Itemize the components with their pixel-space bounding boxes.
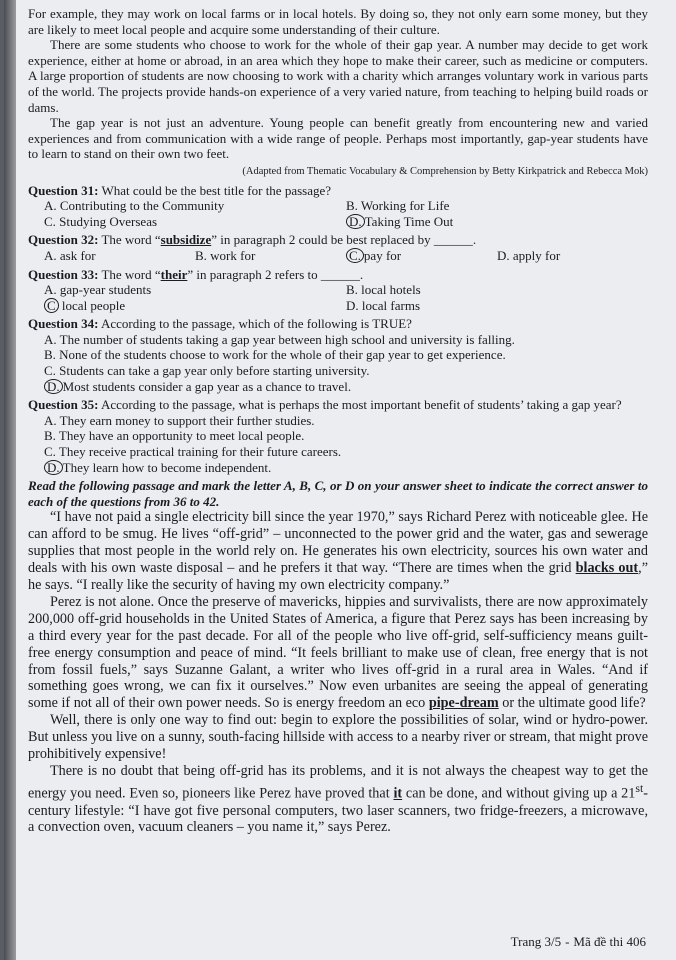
answer-circle: D. — [346, 214, 365, 229]
question-31 — [28, 183, 648, 230]
page-footer — [507, 934, 646, 950]
passage-text: or the ultimate good life? — [498, 695, 646, 712]
question-33 — [28, 267, 648, 314]
q33-option-b[interactable]: B. local hotels — [346, 282, 421, 298]
answer-circle: C — [44, 298, 59, 313]
question-31-label: Question 31: — [28, 182, 99, 198]
passage-text: ,” he says. “I really like the security of having my own electricity company.” — [28, 560, 649, 594]
q35-option-d-text: They learn how to become independent. — [62, 459, 272, 475]
question-33-pre: The word “ — [101, 266, 161, 282]
passage-text: can be done, and without giving up a 21 — [402, 785, 636, 802]
exam-code: Mã đề thi 406 — [573, 934, 646, 949]
q34-option-b[interactable]: B. None of the students choose to work for the whole of their gap year to get experience. — [44, 347, 506, 363]
q35-option-c[interactable]: C. They receive practical training for their future careers. — [44, 444, 342, 460]
question-35-label: Question 35: — [28, 397, 99, 413]
passage-text: Perez is not alone. Once the preserve of mavericks, hippies and survivalists, there are now approximately 200,000 off-grid households in the United States of America, a figure that Perez says has been increasing by a third every year for the past decade. For all of the people who live off-grid, self-sufficiency means guilt-free energy consumption and peace of mind. “It feels brilliant to make use of clean, free energy that is not from fossil fuels,” says Suzanne Galant, a writer who lives off-grid in a rural area in Wales. “And if something goes wrong, we can fix it ourselves.” Now even urbanites are seeing the appeal of generating some if not all of their own power needs. So is energy freedom an eco — [28, 593, 648, 712]
answer-circle: C. — [346, 248, 364, 263]
q33-option-c-text: local people — [61, 297, 126, 313]
intro-paragraph-2: There are some students who choose to work for the whole of their gap year. A number may decide to get work experience, either at home or abroad, in an area which they hope to make their career, such as medicine or computers. A large proportion of students are now choosing to work with a charity which arranges voluntary work in various parts of the world. The projects provide hands-on experience of a very varied nature, from teaching to helping build roads or dams. — [28, 37, 648, 115]
q32-option-a[interactable]: A. ask for — [44, 247, 96, 263]
answer-circle: D. — [44, 379, 63, 394]
passage-paragraph-3: Well, there is only one way to find out: begin to explore the possibilities of solar, wind or hydro-power. But unless you live on a sunny, south-facing hillside with access to a nearby river or stream, that might prove prohibitively expensive! — [28, 712, 648, 763]
passage-highlight-blacks-out: blacks out — [575, 560, 639, 577]
q35-option-b[interactable]: B. They have an opportunity to meet local people. — [44, 428, 305, 444]
q33-option-c[interactable] — [44, 298, 346, 314]
q31-option-b[interactable]: B. Working for Life — [346, 198, 450, 214]
question-32-post: ” in paragraph 2 could be best replaced by ______. — [211, 232, 477, 248]
q31-option-d-text: Taking Time Out — [364, 213, 454, 229]
footer-separator: - — [565, 934, 570, 949]
passage-paragraph-4 — [28, 763, 648, 836]
intro-paragraph-1: For example, they may work on local farms or in local hotels. By doing so, they not only earn some money, but they are likely to meet local people and acquire some understanding of their culture. — [28, 6, 648, 37]
passage-text: -century lifestyle: “I have got five personal computers, two laser scanners, two fridge-freezers, a microwave, a convection oven, vacuum cleaners – you name it,” says Perez. — [28, 785, 648, 836]
q33-option-a[interactable]: A. gap-year students — [44, 282, 152, 298]
section-instruction: Read the following passage and mark the letter A, B, C, or D on your answer sheet to indicate the correct answer to each of the questions from 36 to 42. — [28, 478, 648, 509]
page-number: Trang 3/5 — [510, 934, 562, 949]
question-34 — [28, 316, 648, 394]
superscript: st — [635, 780, 644, 795]
question-35 — [28, 397, 648, 475]
answer-circle: D. — [44, 460, 63, 475]
q34-option-d[interactable] — [28, 379, 648, 395]
question-34-text: According to the passage, which of the following is TRUE? — [100, 316, 412, 332]
q34-option-d-text: Most students consider a gap year as a chance to travel. — [62, 378, 352, 394]
q34-option-c[interactable]: C. Students can take a gap year only before starting university. — [44, 363, 370, 379]
q31-option-c[interactable]: C. Studying Overseas — [44, 213, 158, 229]
question-32-pre: The word “ — [101, 232, 161, 248]
q35-option-d[interactable] — [28, 460, 648, 476]
question-33-word: their — [160, 266, 188, 282]
passage-text: There is no doubt that being off-grid has its problems, and it is not always the cheapest way to get the energy you need. Even so, pioneers like Perez have proved that — [28, 763, 648, 802]
passage-highlight-pipe-dream: pipe-dream — [428, 695, 499, 712]
passage-highlight-it: it — [393, 785, 403, 802]
page-edge-shadow — [4, 0, 16, 960]
q33-option-d[interactable]: D. local farms — [346, 297, 421, 313]
q32-option-d[interactable]: D. apply for — [497, 247, 561, 263]
q31-option-a[interactable]: A. Contributing to the Community — [44, 198, 225, 214]
q32-option-b[interactable]: B. work for — [195, 247, 256, 263]
question-32-label: Question 32: — [28, 232, 99, 248]
question-32 — [28, 232, 648, 263]
question-31-text: What could be the best title for the passage? — [101, 182, 332, 198]
passage-paragraph-2 — [28, 594, 648, 712]
page-content — [28, 6, 648, 836]
q35-option-a[interactable]: A. They earn money to support their further studies. — [44, 412, 315, 428]
q32-option-c[interactable] — [346, 248, 497, 264]
source-note: (Adapted from Thematic Vocabulary & Comprehension by Betty Kirkpatrick and Rebecca Mok) — [242, 165, 648, 177]
passage-paragraph-1 — [28, 509, 648, 594]
q32-option-c-text: pay for — [363, 247, 402, 263]
question-33-post: ” in paragraph 2 refers to ______. — [187, 266, 364, 282]
question-34-label: Question 34: — [28, 316, 99, 332]
exam-page — [4, 0, 676, 960]
question-32-word: subsidize — [160, 232, 212, 248]
q34-option-a[interactable]: A. The number of students taking a gap year between high school and university is falling. — [44, 331, 515, 347]
intro-paragraph-3: The gap year is not just an adventure. Young people can benefit greatly from encountering new and varied experiences and from communication with a wide range of people. Perhaps most importantly, gap-year students have to learn to stand on their own two feet. — [28, 115, 648, 162]
question-35-text: According to the passage, what is perhaps the most important benefit of students’ taking a gap year? — [100, 397, 622, 413]
reading-passage — [28, 509, 648, 836]
question-33-label: Question 33: — [28, 266, 99, 282]
q31-option-d[interactable] — [346, 214, 648, 230]
passage-text: “I have not paid a single electricity bill since the year 1970,” says Richard Perez with noticeable glee. He can afford to be smug. He lives “off-grid” – unconnected to the power grid and the water, gas and sewerage supplies that most people in the world rely on. He generates his own electricity, sources his own water and deals with his own waste disposal – and he prefers it that way. “There are times when the grid — [28, 509, 648, 577]
